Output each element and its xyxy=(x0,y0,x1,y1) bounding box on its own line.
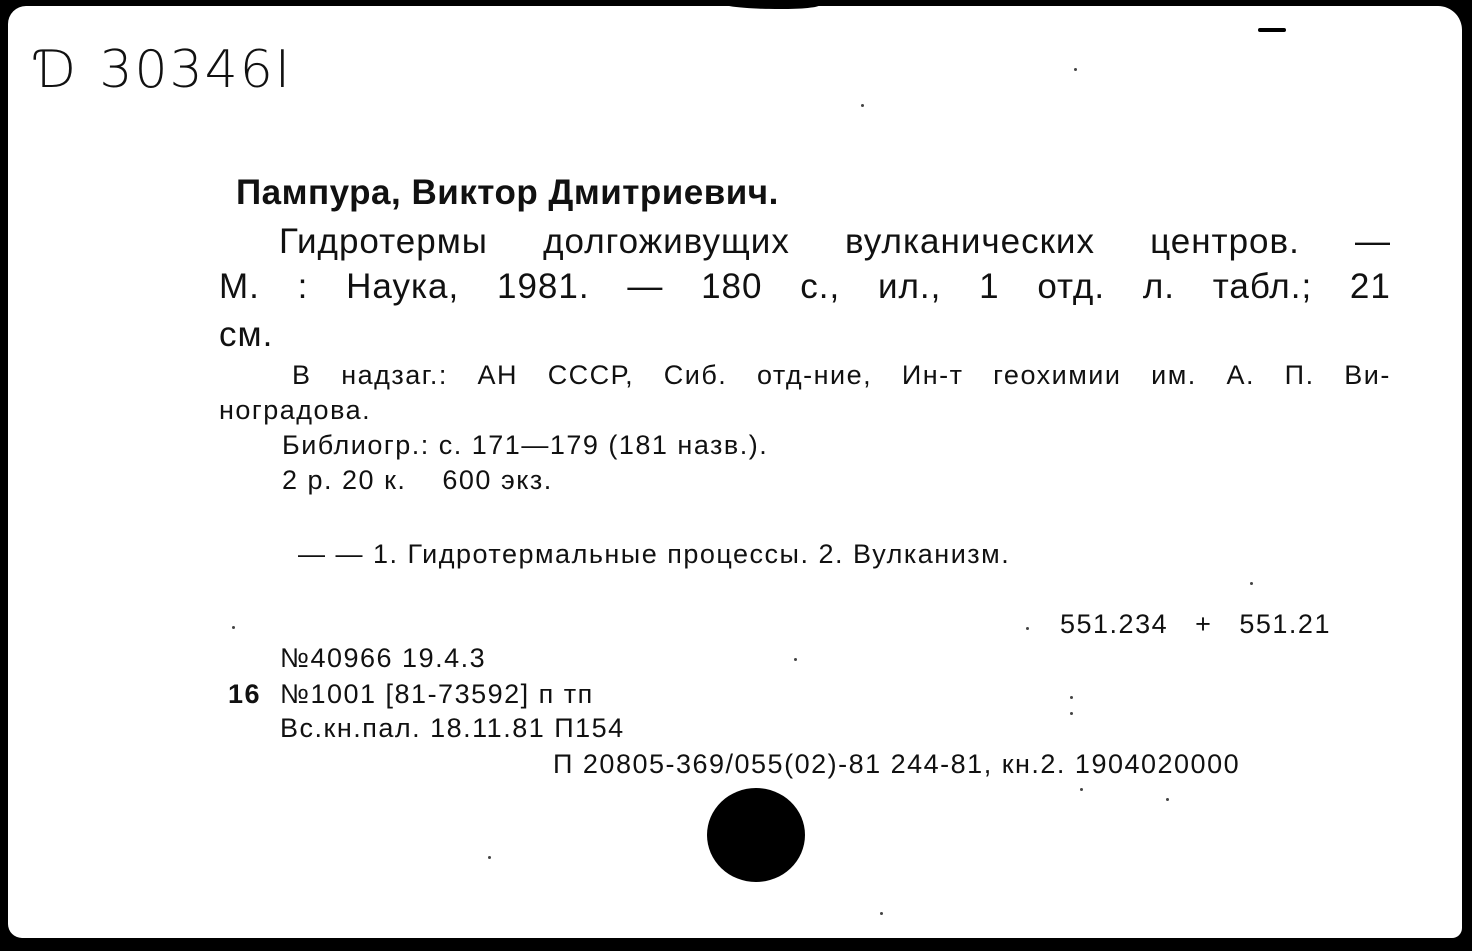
word: им. xyxy=(1151,360,1197,390)
word: — xyxy=(627,267,664,306)
scan-speck xyxy=(861,104,864,107)
word: Ин-т xyxy=(901,360,964,390)
scan-speck xyxy=(1026,627,1029,630)
scan-speck xyxy=(488,856,491,859)
scan-speck xyxy=(1250,582,1253,585)
word: Ви- xyxy=(1344,360,1391,390)
title-line-3 xyxy=(219,315,273,355)
scan-speck xyxy=(1070,696,1073,699)
scan-speck xyxy=(232,626,235,629)
scan-speck xyxy=(794,658,797,661)
registry-count: 16 xyxy=(228,679,262,709)
word: 1981. xyxy=(497,267,590,306)
note-sponsor-line-1 xyxy=(292,360,1391,391)
word: Сиб. xyxy=(663,360,728,390)
scan-speck xyxy=(1070,712,1073,715)
title-line-2 xyxy=(219,267,1391,307)
word: отд-ние, xyxy=(756,360,873,390)
word: долгоживущих xyxy=(543,222,790,261)
word: Гидротермы xyxy=(279,222,488,261)
word: В xyxy=(292,360,312,390)
word: 21 xyxy=(1349,267,1391,306)
registry-record-number: №1001 [81-73592] п тп xyxy=(280,679,594,709)
author-heading: Пампура, Виктор Дмитриевич. xyxy=(236,173,779,212)
word: центров. xyxy=(1150,222,1300,261)
scan-speck xyxy=(1074,68,1077,71)
word: П. xyxy=(1284,360,1315,390)
word: Наука, xyxy=(346,267,460,306)
classification-numbers: 551.234 + 551.21 xyxy=(1060,609,1331,639)
punch-hole xyxy=(707,788,805,882)
word: вулканических xyxy=(844,222,1095,261)
registry-order-number: №40966 19.4.3 xyxy=(280,643,487,673)
word: см. xyxy=(219,315,274,354)
word: отд. xyxy=(1037,267,1106,306)
note-bibliography: Библиогр.: с. 171—179 (181 назв.). xyxy=(282,430,769,460)
registry-code: П 20805-369/055(02)-81 244-81, кн.2. 1904020000 xyxy=(553,749,1241,779)
note-price-print-run: 2 р. 20 к. 600 экз. xyxy=(282,465,553,495)
registry-book-chamber: Вс.кн.пал. 18.11.81 П154 xyxy=(280,713,625,743)
word: 1 xyxy=(979,267,1000,306)
note-sponsor-line-2: ноградова. xyxy=(219,395,372,425)
word: ил., xyxy=(877,267,942,306)
word: СССР, xyxy=(547,360,635,390)
word: : xyxy=(297,267,309,306)
word: М. xyxy=(219,267,260,306)
scan-mark-top xyxy=(723,0,819,9)
word: надзаг.: xyxy=(341,360,448,390)
word: с., xyxy=(800,267,841,306)
scan-speck xyxy=(880,912,883,915)
handwritten-inventory-number: Ɗ 30346I xyxy=(36,40,293,100)
scan-speck xyxy=(1166,798,1169,801)
word: 180 xyxy=(701,267,763,306)
title-line-1 xyxy=(279,222,1391,262)
catalog-card xyxy=(8,6,1462,938)
scan-speck xyxy=(1080,788,1083,791)
word: АН xyxy=(477,360,519,390)
word: А. xyxy=(1226,360,1255,390)
subject-headings: — — 1. Гидротермальные процессы. 2. Вулканизм. xyxy=(298,539,1011,569)
word: — xyxy=(1355,222,1391,261)
scan-mark-top-right xyxy=(1258,28,1286,32)
word: табл.; xyxy=(1212,267,1313,306)
word: л. xyxy=(1142,267,1175,306)
word: геохимии xyxy=(993,360,1122,390)
